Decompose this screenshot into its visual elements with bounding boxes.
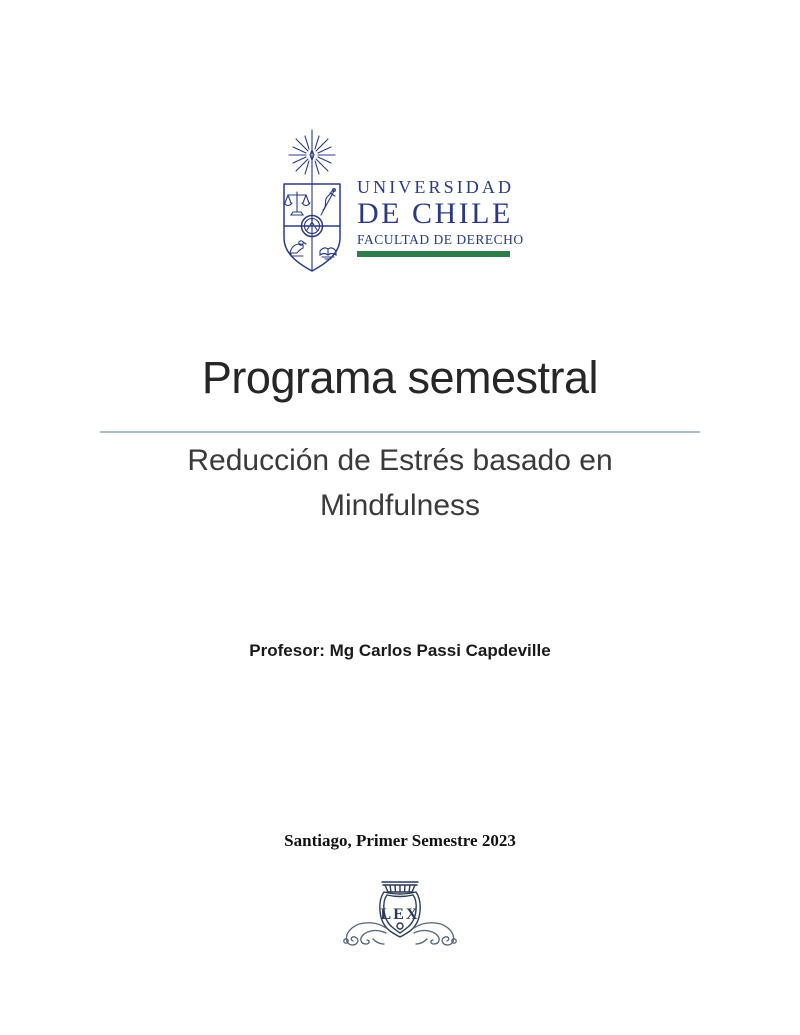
lex-crest-icon <box>340 879 460 951</box>
university-name-line1: UNIVERSIDAD <box>357 177 515 197</box>
professor-line: Profesor: Mg Carlos Passi Capdeville <box>249 641 551 660</box>
university-crest-icon <box>281 126 343 276</box>
lex-emblem <box>340 879 460 951</box>
faculty-name: FACULTAD DE DERECHO <box>357 232 524 247</box>
subtitle-line1: Reducción de Estrés basado en <box>187 444 613 477</box>
date-line: Santiago, Primer Semestre 2023 <box>284 831 516 850</box>
university-name-line2: DE CHILE <box>357 197 513 230</box>
page-title: Programa semestral <box>201 352 599 403</box>
lex-label: LEX <box>380 906 420 923</box>
page-subtitle <box>0 438 800 528</box>
subtitle-line2: Mindfulness <box>319 489 481 522</box>
green-underline-bar <box>357 251 510 257</box>
title-divider-rule <box>100 431 700 433</box>
university-wordmark <box>357 177 524 257</box>
